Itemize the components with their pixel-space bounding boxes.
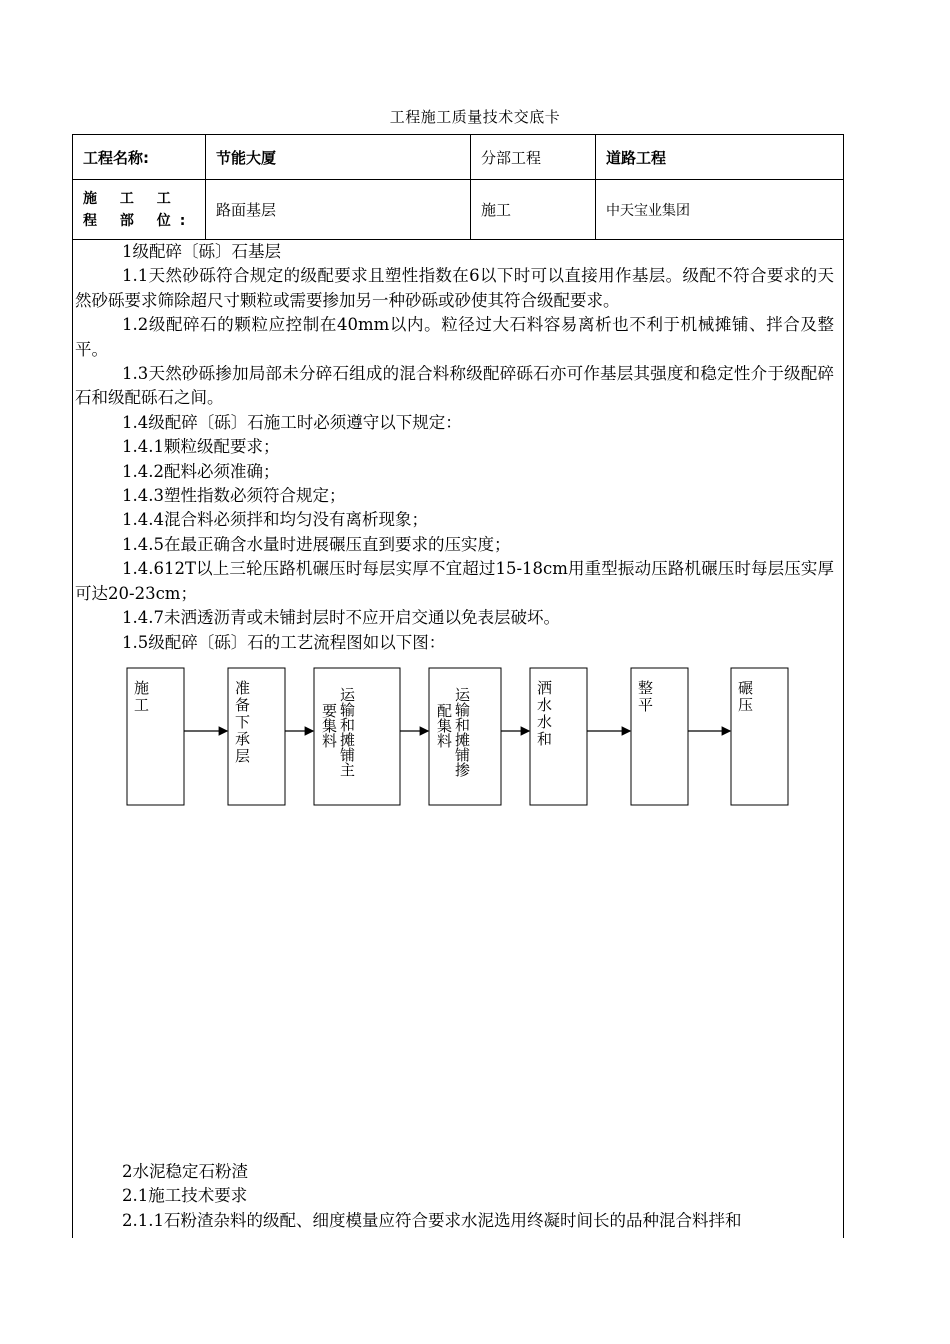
document-title: 工程施工质量技术交底卡 [389,108,561,126]
svg-text:碾: 碾 [738,679,754,697]
technical-briefing-card [72,134,844,1238]
svg-text:整: 整 [638,679,654,697]
division-label: 分部工程 [471,135,596,179]
body-paragraph: 2.1.1石粉渣杂料的级配、细度模量应符合要求水泥选用终凝时间长的品种混合料拌和 [122,1210,742,1230]
svg-text:平: 平 [638,696,654,714]
process-flow-diagram [73,665,843,810]
svg-text:层: 层 [235,747,251,765]
svg-text:配集料: 配集料 [435,703,453,748]
project-name-value: 节能大厦 [206,135,471,179]
body-paragraph: 1.5级配碎〔砾〕石的工艺流程图如以下图： [122,632,446,652]
svg-text:工: 工 [134,696,150,714]
svg-text:承: 承 [235,730,251,748]
division-value: 道路工程 [606,148,667,167]
body-paragraph: 1级配碎〔砾〕石基层 [122,242,281,261]
body-paragraph: 1.4.5在最正确含水量时进展碾压直到要求的压实度； [122,534,511,554]
location-label: 施 工 工 程 部 位: [73,180,206,239]
body-paragraph: 1.4.1颗粒级配要求； [122,437,280,457]
body-paragraph: 1.2级配碎石的颗粒应控制在40mm以内。粒径过大石料容易离析也不利于机械摊铺、拌合及整平。 [75,315,834,359]
location-value: 路面基层 [206,180,471,239]
body-paragraph: 1.4.2配料必须准确； [122,461,280,481]
flow-box-label [537,679,552,748]
svg-text:压: 压 [738,696,754,714]
flow-box-label [134,679,149,714]
svg-text:备: 备 [235,696,251,714]
svg-text:施: 施 [134,679,150,697]
header-row-project [73,135,843,180]
svg-text:下: 下 [235,713,251,731]
flow-box-label [638,679,653,714]
header-row-location [73,180,843,240]
body-paragraph: 1.4.612T以上三轮压路机碾压时每层实厚不宜超过15-18cm用重型振动压路机碾压时每层压实厚可达20-23cm； [75,559,834,603]
body-paragraph: 1.4.7未洒透沥青或未铺封层时不应开启交通以免表层破坏。 [122,608,560,628]
body-paragraph: 1.3天然砂砾掺加局部未分碎石组成的混合料称级配碎砾石亦可作基层其强度和稳定性介于级配碎石和级配砾石之间。 [75,364,834,408]
body-paragraph: 1.4.3塑性指数必须符合规定； [122,486,346,506]
svg-text:准: 准 [235,679,251,697]
body-paragraph: 2.1施工技术要求 [122,1186,248,1206]
flow-box-label [738,679,753,714]
contractor-label: 施工 [471,180,596,239]
briefing-body-continued [73,1160,843,1233]
svg-text:运输和摊铺掺: 运输和摊铺掺 [453,687,471,777]
svg-text:要集料: 要集料 [320,703,338,748]
project-name-label: 工程名称: [73,135,206,179]
contractor-value: 中天宝业集团 [606,202,690,219]
svg-text:运输和摊铺主: 运输和摊铺主 [338,687,356,777]
flow-box-label [235,679,250,765]
svg-text:洒: 洒 [537,679,553,697]
svg-text:和: 和 [537,730,553,748]
body-paragraph: 1.4级配碎〔砾〕石施工时必须遵守以下规定： [122,412,462,432]
briefing-body [73,240,843,655]
svg-text:水: 水 [537,713,553,731]
body-paragraph: 2水泥稳定石粉渣 [122,1162,248,1181]
body-paragraph: 1.1天然砂砾符合规定的级配要求且塑性指数在6以下时可以直接用作基层。级配不符合要求的天然砂砾要求筛除超尺寸颗粒或需要掺加另一种砂砾或砂使其符合级配要求。 [75,266,834,310]
body-paragraph: 1.4.4混合料必须拌和均匀没有离析现象； [122,510,428,530]
svg-text:水: 水 [537,696,553,714]
